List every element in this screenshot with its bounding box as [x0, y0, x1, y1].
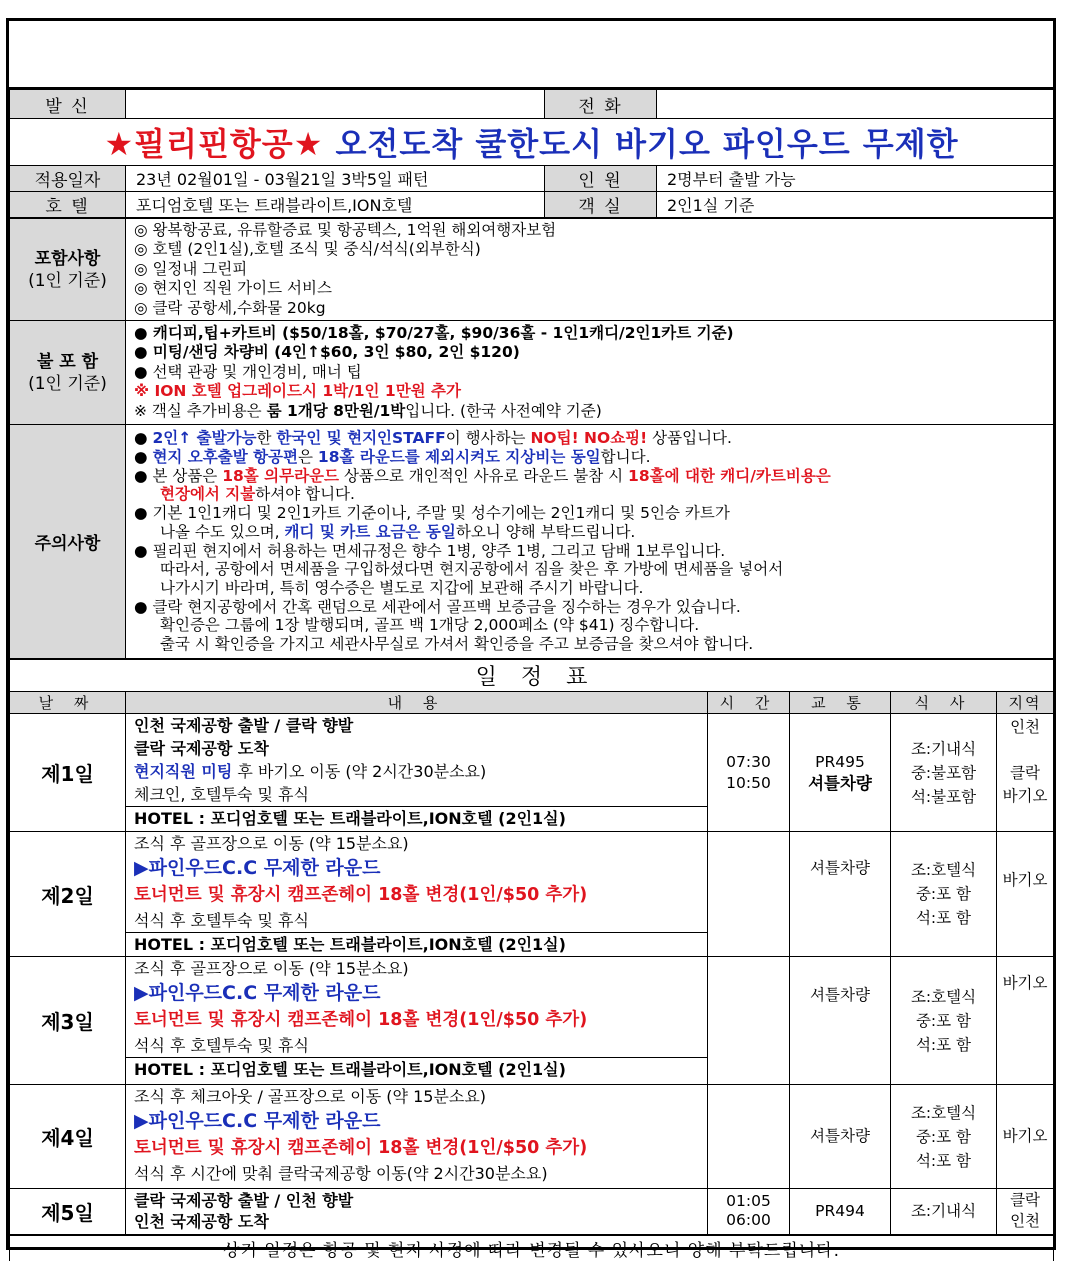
time-cell: [708, 714, 790, 832]
day-label: 제3일: [10, 957, 126, 1085]
area-cell: 바기오: [997, 832, 1054, 957]
meal: 중:불포함: [910, 763, 977, 782]
meal: 중:포 함: [915, 1127, 972, 1146]
area: 클락: [1010, 764, 1041, 782]
people-value: 2명부터 출발 가능: [657, 166, 1054, 192]
content-line: ▶파인우드C.C 무제한 라운드: [134, 982, 381, 1004]
meal: 조:호텔식: [910, 861, 977, 879]
area-cell: [997, 1189, 1054, 1235]
day-content: [126, 1085, 708, 1189]
area-cell: 바기오: [997, 957, 1054, 1085]
included-sub: (1인 기준): [28, 270, 107, 291]
meal: 조:기내식: [910, 739, 977, 758]
text: ●: [134, 447, 153, 466]
text: 18홀 의무라운드: [222, 466, 340, 485]
schedule-table: [9, 659, 1054, 1261]
transport-cell: [790, 714, 891, 832]
date-value: 23년 02월01일 - 03월21일 3박5일 패턴: [126, 166, 545, 192]
text: ●: [134, 429, 153, 448]
notes-list: [126, 425, 1054, 659]
table-row: [10, 957, 1054, 1085]
area-cell: 바기오: [997, 1085, 1054, 1189]
meal: 석:포 함: [915, 1036, 972, 1054]
meal-cell: [891, 1085, 997, 1189]
date-label: 적용일자: [10, 166, 126, 192]
text: 입니다. (한국 사전예약 기준): [405, 401, 602, 420]
list-item: [134, 467, 1045, 486]
text: 하셔야 합니다.: [255, 485, 355, 504]
meal: 조:호텔식: [910, 988, 977, 1006]
day-content: [126, 832, 708, 957]
transport-cell: 셔틀차량: [790, 1085, 891, 1189]
list-item: ● 클락 현지공항에서 간혹 랜덤으로 세관에서 골프백 보증금을 징수하는 경우가 있습니다.: [134, 597, 741, 616]
content-line: 클락 국제공항 출발 / 인천 향발: [134, 1191, 354, 1211]
hotel-line: HOTEL : 포디엄호텔 또는 트래블라이트,ION호텔 (2인1실): [126, 806, 707, 830]
text: 합니다.: [600, 447, 651, 466]
list-item-cont: [134, 485, 1045, 504]
list-item: ◎ 호텔 (2인1실),호텔 조식 및 중식/석식(외부한식): [134, 240, 481, 259]
table-row: [10, 1085, 1054, 1189]
meal-cell: [891, 714, 997, 832]
meal-cell: [891, 832, 997, 957]
list-item: ● 필리핀 현지에서 허용하는 면세규정은 향수 1병, 양주 1병, 그리고 담배 1보루입니다.: [134, 541, 726, 560]
content-line: 토너먼트 및 휴장시 캠프존헤이 18홀 변경(1인/$50 추가): [134, 1010, 588, 1030]
phone-label: 전 화: [545, 90, 657, 119]
col-header-content: 내 용: [126, 692, 708, 714]
list-item: ◎ 현지인 직원 가이드 서비스: [134, 279, 332, 298]
day-content: [126, 714, 708, 832]
content-line: [134, 760, 699, 783]
col-header-time: 시 간: [708, 692, 790, 714]
time-cell: [708, 832, 790, 957]
text: 후 바기오 이동 (약 2시간30분소요): [232, 762, 487, 781]
meal: 석:포 함: [915, 1151, 972, 1170]
list-item: ※ ION 호텔 업그레이드시 1박/1인 1만원 추가: [134, 382, 462, 401]
area: 클락: [1010, 1191, 1041, 1210]
transport-cell: PR494: [790, 1189, 891, 1235]
phone-value: [657, 90, 1054, 119]
area-cell: [997, 714, 1054, 832]
text: 현지직원 미팅: [134, 762, 233, 781]
excluded-list: [126, 321, 1054, 425]
blank-header-area: [9, 21, 1053, 89]
text: 현장에서 지불: [160, 485, 256, 504]
list-item: [134, 429, 1045, 448]
info-table: [9, 89, 1054, 218]
list-item: [134, 448, 1045, 467]
hotel-line: HOTEL : 포디엄호텔 또는 트래블라이트,ION호텔 (2인1실): [126, 1057, 707, 1081]
text: 나올 수도 있으며,: [160, 522, 285, 541]
meal: 조:호텔식: [910, 1103, 977, 1122]
details-table: [9, 218, 1054, 659]
title-airline: ★필리핀항공★: [104, 125, 324, 163]
footer-note: 상기 일정은 항공 및 현지 사정에 따라 변경될 수 있사오니 양해 부탁드립니다.: [10, 1235, 1054, 1261]
time: 07:30: [726, 752, 771, 771]
people-label: 인 원: [545, 166, 657, 192]
day-label: 제5일: [10, 1189, 126, 1235]
meal: 석:불포함: [910, 787, 977, 806]
hotel-label: 호 텔: [10, 192, 126, 218]
list-item: ◎ 일정내 그린피: [134, 259, 248, 278]
text: NO팁! NO쇼핑!: [530, 429, 648, 448]
text: 은: [298, 447, 318, 466]
itinerary-sheet: [6, 18, 1056, 1261]
text: ※ 객실 추가비용은: [134, 401, 267, 420]
meal: 중:포 함: [915, 1012, 972, 1030]
content-line: 토너먼트 및 휴장시 캠프존헤이 18홀 변경(1인/$50 추가): [134, 885, 588, 905]
list-item: ◎ 클락 공항세,수화물 20kg: [134, 298, 326, 317]
col-header-date: 날 짜: [10, 692, 126, 714]
col-header-area: 지역: [997, 692, 1054, 714]
schedule-title: 일정표: [10, 660, 1054, 692]
time: 06:00: [726, 1211, 771, 1230]
list-item-cont: 확인증은 그룹에 1장 발행되며, 골프 백 1개당 2,000페소 (약 $41) 징수합니다.: [160, 616, 700, 635]
content-line: 조식 후 체크아웃 / 골프장으로 이동 (약 15분소요): [134, 1087, 487, 1106]
content-line: 인천 국제공항 출발 / 클락 향발: [134, 716, 354, 735]
list-item-cont: 나가시기 바라며, 특히 영수증은 별도로 지갑에 보관해 주시기 바랍니다.: [160, 578, 644, 597]
content-line: 조식 후 골프장으로 이동 (약 15분소요): [134, 834, 409, 853]
content-line: 클락 국제공항 도착: [134, 739, 269, 758]
list-item: [134, 402, 1045, 422]
room-label: 객 실: [545, 192, 657, 218]
room-value: 2인1실 기준: [657, 192, 1054, 218]
list-item: ● 선택 관광 및 개인경비, 매너 팁: [134, 362, 362, 381]
text: 한국인 및 현지인STAFF: [276, 429, 446, 448]
page-title: [10, 119, 1054, 166]
excluded-label: [10, 321, 126, 425]
text: 하오니 양해 부탁드립니다.: [455, 522, 636, 541]
included-label: [10, 219, 126, 321]
meal-cell: 조:기내식: [891, 1189, 997, 1235]
day-label: 제1일: [10, 714, 126, 832]
meal: 석:포 함: [915, 909, 972, 927]
list-item: ● 미팅/샌딩 차량비 (4인↑$60, 3인 $80, 2인 $120): [134, 343, 520, 362]
area: 인천: [1010, 1212, 1041, 1231]
text: 이 행사하는: [445, 429, 531, 448]
meal: 중:포 함: [915, 885, 972, 903]
table-row: [10, 1189, 1054, 1235]
meal-cell: [891, 957, 997, 1085]
content-line: 토너먼트 및 휴장시 캠프존헤이 18홀 변경(1인/$50 추가): [134, 1138, 588, 1158]
content-line: 인천 국제공항 도착: [134, 1212, 269, 1232]
content-line: 석식 후 시간에 맞춰 클락국제공항 이동(약 2시간30분소요): [134, 1164, 548, 1183]
excluded-title: 불 포 함: [36, 351, 99, 372]
list-item: ● 캐디피,팁+카트비 ($50/18홀, $70/27홀, $90/36홀 - 1인1캐디/2인1카트 기준): [134, 323, 734, 342]
text: 한: [256, 429, 277, 448]
sender-label: 발 신: [10, 90, 126, 119]
content-line: 석식 후 호텔투숙 및 휴식: [134, 911, 309, 930]
area: 바기오: [1002, 787, 1048, 805]
time-cell: [708, 1189, 790, 1235]
text: ● 본 상품은: [134, 466, 223, 485]
table-row: [10, 714, 1054, 832]
day-content: [126, 1189, 708, 1235]
included-list: [126, 219, 1054, 321]
included-title: 포함사항: [34, 248, 101, 269]
list-item-cont: 따라서, 공항에서 면세품을 구입하셨다면 현지공항에서 짐을 찾은 후 가방에 면세품을 넣어서: [160, 560, 784, 579]
list-item-cont: [134, 523, 1045, 542]
transport: 셔틀차량: [808, 773, 872, 793]
title-product: 오전도착 쿨한도시 바기오 파인우드 무제한: [335, 125, 959, 163]
col-header-transport: 교 통: [790, 692, 891, 714]
text: 18홀에 대한 캐디/카트비용은: [628, 466, 831, 485]
hotel-value: 포디엄호텔 또는 트래블라이트,ION호텔: [126, 192, 545, 218]
content-line: 조식 후 골프장으로 이동 (약 15분소요): [134, 959, 409, 978]
transport-cell: 셔틀차량: [790, 957, 891, 1085]
content-line: 체크인, 호텔투숙 및 휴식: [134, 785, 309, 804]
table-row: [10, 832, 1054, 957]
day-label: 제4일: [10, 1085, 126, 1189]
time-cell: [708, 957, 790, 1085]
list-item: ◎ 왕복항공료, 유류할증료 및 항공텍스, 1억원 해외여행자보험: [134, 220, 557, 239]
text: 캐디 및 카트 요금은 동일: [284, 522, 456, 541]
text: 상품으로 개인적인 사유로 라운드 불참 시: [339, 466, 629, 485]
text: 상품입니다.: [647, 429, 732, 448]
list-item-cont: 출국 시 확인증을 가지고 세관사무실로 가셔서 확인증을 주고 보증금을 찾으셔야 합니다.: [160, 635, 754, 654]
sender-value: [126, 90, 545, 119]
list-item: ● 기본 1인1캐디 및 2인1카트 기준이나, 주말 및 성수기에는 2인1캐디 및 5인승 카트가: [134, 504, 730, 523]
hotel-line: HOTEL : 포디엄호텔 또는 트래블라이트,ION호텔 (2인1실): [126, 932, 707, 956]
text: 룸 1개당 8만원/1박: [266, 401, 406, 420]
day-content: [126, 957, 708, 1085]
area: 인천: [1010, 718, 1041, 736]
content-line: ▶파인우드C.C 무제한 라운드: [134, 1110, 381, 1132]
col-header-meal: 식 사: [891, 692, 997, 714]
flight-number: PR495: [815, 752, 865, 771]
text: 현지 오후출발 항공편: [152, 447, 299, 466]
transport-cell: 셔틀차량: [790, 832, 891, 957]
time-cell: [708, 1085, 790, 1189]
text: 2인↑ 출발가능: [152, 429, 257, 448]
content-line: 석식 후 호텔투숙 및 휴식: [134, 1036, 309, 1055]
excluded-sub: (1인 기준): [28, 373, 107, 394]
notes-label: 주의사항: [10, 425, 126, 659]
time: 01:05: [726, 1192, 771, 1211]
text: 18홀 라운드를 제외시켜도 지상비는 동일: [317, 447, 601, 466]
day-label: 제2일: [10, 832, 126, 957]
time: 10:50: [726, 773, 771, 792]
content-line: ▶파인우드C.C 무제한 라운드: [134, 857, 381, 879]
